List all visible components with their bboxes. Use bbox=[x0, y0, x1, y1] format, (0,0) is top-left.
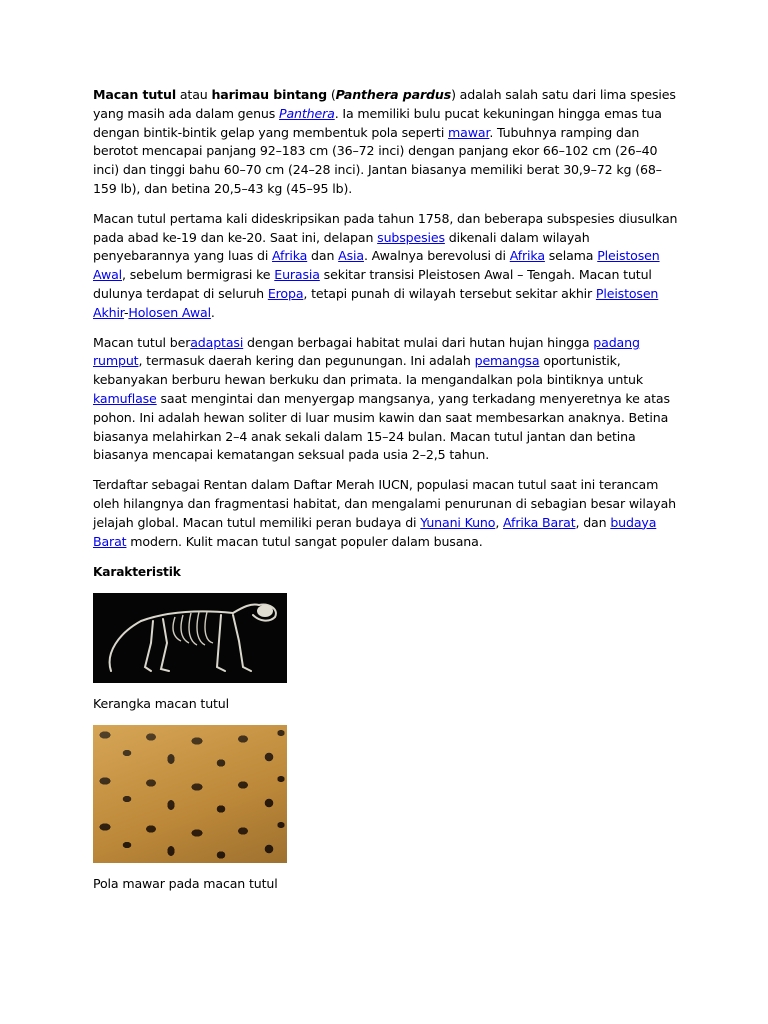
text-run: dikenali dalam wilayah penyebarannya yang luas di bbox=[93, 229, 590, 264]
text-run: harimau bintang bbox=[211, 87, 327, 102]
skeleton-image[interactable] bbox=[93, 593, 287, 683]
text-run: . Awalnya berevolusi di bbox=[363, 248, 510, 264]
article-body bbox=[93, 86, 678, 894]
text-run: Macan tutul ber bbox=[93, 334, 191, 350]
text-run: , termasuk daerah kering dan pegunungan. Ini adalah bbox=[138, 353, 475, 369]
text-run: , bbox=[495, 514, 504, 530]
text-run: dan bbox=[307, 248, 339, 264]
link-afrika[interactable]: Afrika bbox=[272, 248, 308, 264]
link-pleistosen-akhir[interactable]: Pleistosen Akhir bbox=[93, 285, 659, 320]
section-heading: Karakteristik bbox=[93, 565, 181, 580]
paragraph-intro bbox=[93, 86, 678, 199]
link-afrika[interactable]: Afrika bbox=[509, 248, 545, 264]
text-run: . Tubuhnya ramping dan berotot mencapai panjang 92–183 cm (36–72 inci) dengan panjang ekor 66–102 cm (26–40 inci) dan tinggi bahu 60–70 cm (24–28 inci). Jantan biasanya memiliki berat 30,9–72 kg (68–159 lb), dan betina 20,5–43 kg (45–95 lb). bbox=[93, 124, 662, 196]
text-run: atau bbox=[175, 87, 212, 102]
text-run: saat mengintai dan menyergap mangsanya, yang terkadang menyeretnya ke atas pohon. Ini adalah hewan soliter di luar musim kawin dan saat membesarkan anaknya. Betina biasanya melahirkan 2–4 anak sekali dalam 15–24 bulan. Macan tutul jantan dan betina biasanya mencapai kematangan seksual pada usia 2–2,5 tahun. bbox=[93, 390, 670, 463]
text-run: ( bbox=[326, 87, 336, 102]
figure-fur bbox=[93, 725, 678, 894]
link-holosen-awal[interactable]: Holosen Awal bbox=[128, 304, 211, 320]
figure-caption-skeleton: Kerangka macan tutul bbox=[93, 696, 229, 712]
link-panthera[interactable]: Panthera bbox=[279, 105, 335, 121]
text-run: . bbox=[210, 304, 215, 320]
link-afrika-barat[interactable]: Afrika Barat bbox=[503, 514, 576, 530]
paragraph-ecology bbox=[93, 334, 678, 466]
link-yunani-kuno[interactable]: Yunani Kuno bbox=[420, 514, 496, 530]
text-run: modern. Kulit macan tutul sangat populer dalam busana. bbox=[126, 533, 483, 549]
skeleton-drawing bbox=[93, 593, 287, 683]
link-kamuflase[interactable]: kamuflase bbox=[93, 390, 157, 406]
link-adaptasi[interactable]: adaptasi bbox=[190, 334, 244, 350]
text-run: Panthera pardus bbox=[335, 87, 452, 102]
text-run: Terdaftar sebagai Rentan dalam Daftar Merah IUCN, populasi macan tutul saat ini terancam oleh hilangnya dan fragmentasi habitat, dan mengalami penurunan di sebagian besar wilayah jelajah global. Macan tutul memiliki peran budaya di bbox=[93, 477, 676, 530]
text-run: Macan tutul pertama kali dideskripsikan pada tahun 1758, dan beberapa subspesies diusulkan pada abad ke-19 dan ke-20. Saat ini, delapan bbox=[93, 210, 678, 245]
link-mawar[interactable]: mawar bbox=[448, 124, 490, 140]
link-asia[interactable]: Asia bbox=[338, 248, 364, 264]
paragraph-taxonomy bbox=[93, 210, 678, 323]
link-eropa[interactable]: Eropa bbox=[267, 285, 304, 301]
paragraph-conservation bbox=[93, 476, 678, 551]
link-eurasia[interactable]: Eurasia bbox=[274, 267, 320, 283]
link-pemangsa[interactable]: pemangsa bbox=[474, 353, 540, 369]
figure-skeleton bbox=[93, 593, 678, 714]
text-run: , dan bbox=[575, 514, 611, 530]
text-run: . Ia memiliki bulu pucat kekuningan hingga emas tua dengan bintik-bintik gelap yang membentuk pola seperti bbox=[93, 105, 662, 140]
text-run: , sebelum bermigrasi ke bbox=[122, 267, 275, 283]
text-run: , tetapi punah di wilayah tersebut sekitar akhir bbox=[303, 285, 596, 301]
fur-image[interactable] bbox=[93, 725, 287, 863]
text-run: - bbox=[124, 304, 129, 320]
text-run: Macan tutul bbox=[93, 87, 176, 102]
link-padang-rumput[interactable]: padang rumput bbox=[93, 334, 640, 369]
text-run: oportunistik, kebanyakan berburu hewan berkuku dan primata. Ia mengandalkan pola bintiknya untuk bbox=[93, 353, 643, 388]
link-pleistosen-awal[interactable]: Pleistosen Awal bbox=[93, 248, 660, 283]
text-run: ) adalah salah satu dari lima spesies yang masih ada dalam genus bbox=[93, 87, 676, 121]
link-budaya-barat[interactable]: budaya Barat bbox=[93, 514, 657, 549]
text-run: dengan berbagai habitat mulai dari hutan hujan hingga bbox=[243, 334, 594, 350]
text-run: sekitar transisi Pleistosen Awal – Tengah. Macan tutul dulunya terdapat di seluruh bbox=[93, 267, 652, 301]
figure-caption-fur: Pola mawar pada macan tutul bbox=[93, 875, 278, 891]
text-run: selama bbox=[544, 248, 598, 264]
link-subspesies[interactable]: subspesies bbox=[377, 229, 445, 245]
